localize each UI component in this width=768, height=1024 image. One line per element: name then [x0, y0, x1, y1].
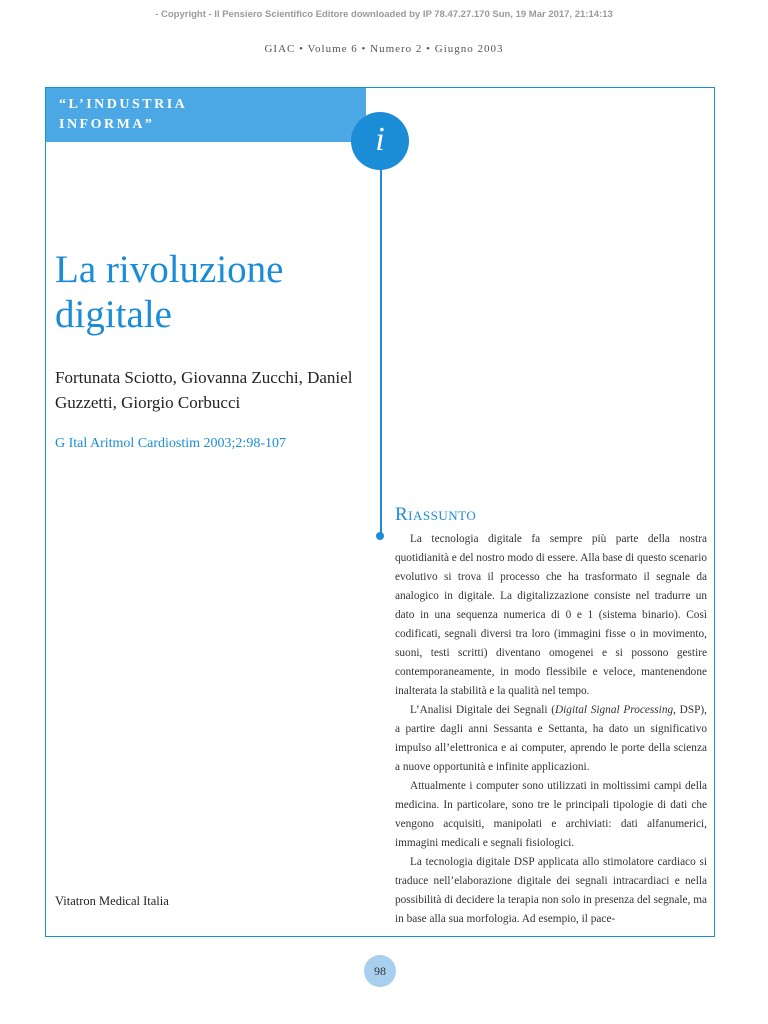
section-banner — [46, 88, 366, 142]
abstract-heading: Riassunto — [395, 504, 477, 525]
abstract-paragraph-2 — [395, 701, 707, 777]
article-authors: Fortunata Sciotto, Giovanna Zucchi, Daniel Guzzetti, Giorgio Corbucci — [55, 368, 353, 412]
abstract-paragraph-3: Attualmente i computer sono utilizzati in moltissimi campi della medicina. In particolare, sono tre le principali tipologie di dati che vengono acquisiti, manipolati e archiviati: dati alfanumerici, immagini medicali e segnali fisiologici. — [395, 780, 707, 849]
journal-running-head: GIAC • Volume 6 • Numero 2 • Giugno 2003 — [264, 43, 504, 55]
article-title: La rivoluzione digitale — [55, 248, 284, 336]
abstract-body — [395, 530, 707, 929]
abstract-p2-start: L’Analisi Digitale dei Segnali ( — [410, 704, 555, 716]
vertical-divider — [380, 170, 382, 536]
abstract-p2-italic: Digital Signal Processing — [555, 704, 674, 716]
article-citation: G Ital Aritmol Cardiostim 2003;2:98-107 — [55, 436, 286, 451]
divider-dot — [376, 532, 384, 540]
abstract-paragraph-4: La tecnologia digitale DSP applicata allo stimolatore cardiaco si traduce nell’elaborazione digitale dei segnali intracardiaci e nella possibilità di decidere la terapia non solo in presenza del segnale, ma in base alla sua morfologia. Ad esempio, il pace- — [395, 856, 707, 925]
author-affiliation: Vitatron Medical Italia — [55, 894, 169, 908]
abstract-p2-end: , DSP), a partire dagli anni Sessanta e Settanta, ha dato un significativo impulso all’elettronica e ai computer, aprendo le porte della scienza a nuove opportunità e infinite applicazioni. — [395, 704, 707, 773]
copyright-notice: - Copyright - Il Pensiero Scientifico Editore downloaded by IP 78.47.27.170 Sun, 19 Mar 2017, 21:14:13 — [155, 9, 613, 20]
section-label: “L’INDUSTRIA INFORMA” — [59, 97, 188, 132]
abstract-paragraph-1: La tecnologia digitale fa sempre più parte della nostra quotidianità e del nostro modo di essere. Alla base di questo scenario evolutivo si trova il processo che ha trasformato il segnale da analogico in digitale. La digitalizzazione consiste nel tradurre un dato in una sequenza numerica di 0 e 1 (sistema binario). Così codificati, segnali diversi tra loro (immagini fisse o in movimento, suoni, testi scritti) diventano omogenei e si possono gestire contemporaneamente, in modo flessibile e veloce, mantenendone inalterata la stabilità e la qualità nel tempo. — [395, 533, 707, 697]
page-number-badge: 98 — [364, 955, 396, 987]
info-icon: i — [351, 112, 409, 170]
